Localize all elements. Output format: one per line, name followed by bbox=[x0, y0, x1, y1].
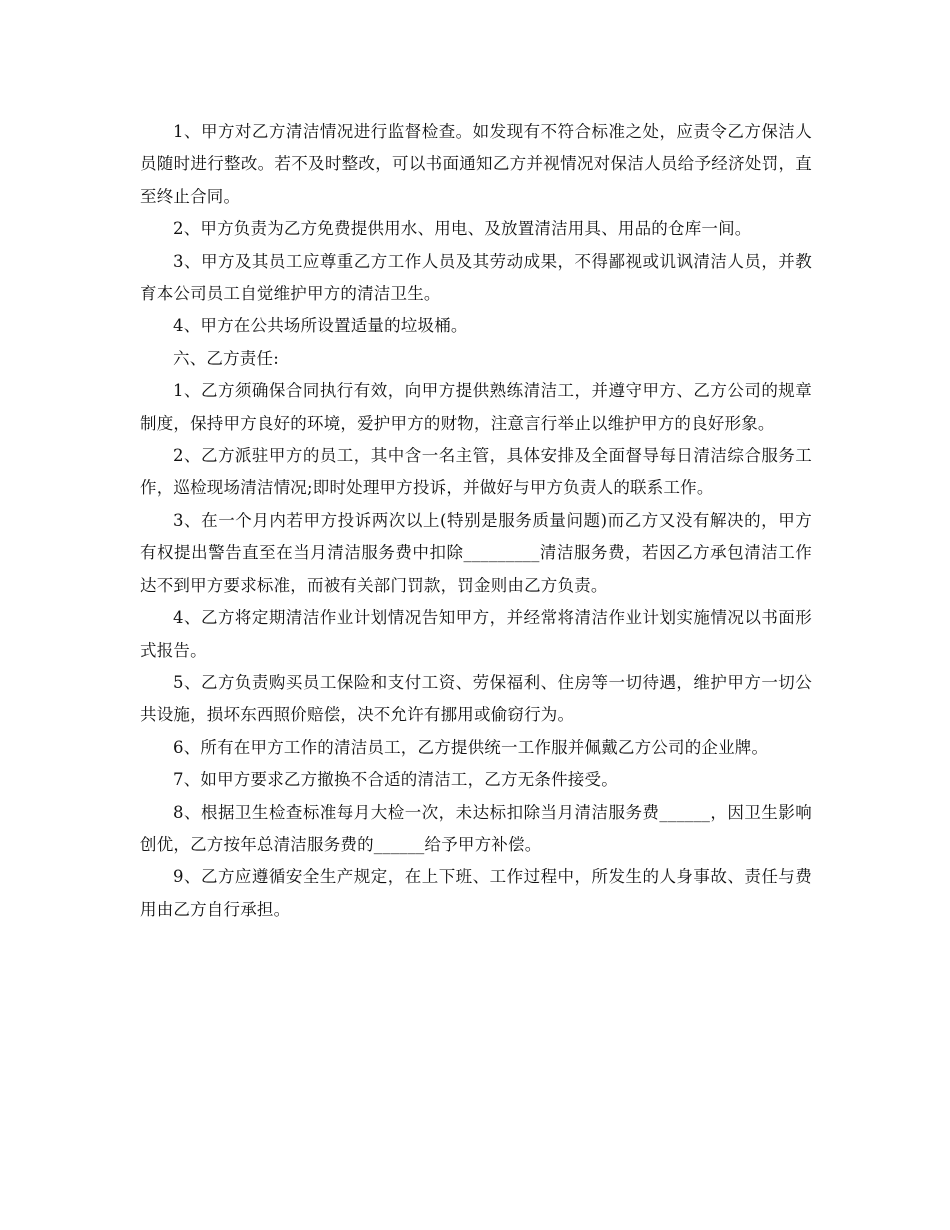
clause-a-2: 2、甲方负责为乙方免费提供用水、用电、及放置清洁用具、用品的仓库一间。 bbox=[173, 219, 752, 239]
clause-a-1: 1、甲方对乙方清洁情况进行监督检查。如发现有不符合标准之处，应责令乙方保洁人员随时进行整改。若不及时整改，可以书面通知乙方并视情况对保洁人员给予经济处罚，直至终止合同。 bbox=[140, 122, 812, 206]
section-heading-party-b: 六、乙方责任: bbox=[173, 348, 279, 368]
clause-b-3: 3、在一个月内若甲方投诉两次以上(特别是服务质量问题)而乙方又没有解决的，甲方有权提出警告直至在当月清洁服务费中扣除_________清洁服务费，若因乙方承包清洁工作达不到甲方要求标准，而被有关部门罚款，罚金则由乙方负责。 bbox=[140, 510, 812, 595]
contract-body bbox=[140, 116, 812, 926]
clause-a-4: 4、甲方在公共场所设置适量的垃圾桶。 bbox=[173, 316, 468, 336]
clause-b-6: 6、所有在甲方工作的清洁员工，乙方提供统一工作服并佩戴乙方公司的企业牌。 bbox=[173, 737, 769, 757]
clause-b-5: 5、乙方负责购买员工保险和支付工资、劳保福利、住房等一切待遇，维护甲方一切公共设施，损坏东西照价赔偿，决不允许有挪用或偷窃行为。 bbox=[140, 672, 812, 725]
clause-b-7: 7、如甲方要求乙方撤换不合适的清洁工，乙方无条件接受。 bbox=[173, 770, 618, 790]
clause-b-1: 1、乙方须确保合同执行有效，向甲方提供熟练清洁工，并遵守甲方、乙方公司的规章制度，保持甲方良好的环境，爱护甲方的财物，注意言行举止以维护甲方的良好形象。 bbox=[140, 381, 812, 433]
clause-a-3: 3、甲方及其员工应尊重乙方工作人员及其劳动成果，不得鄙视或讥讽清洁人员，并教育本公司员工自觉维护甲方的清洁卫生。 bbox=[140, 251, 812, 304]
clause-b-2: 2、乙方派驻甲方的员工，其中含一名主管，具体安排及全面督导每日清洁综合服务工作，巡检现场清洁情况;即时处理甲方投诉，并做好与甲方负责人的联系工作。 bbox=[140, 446, 812, 498]
clause-b-9: 9、乙方应遵循安全生产规定，在上下班、工作过程中，所发生的人身事故、责任与费用由乙方自行承担。 bbox=[140, 867, 812, 919]
clause-b-8: 8、根据卫生检查标准每月大检一次，未达标扣除当月清洁服务费______，因卫生影响创优，乙方按年总清洁服务费的______给予甲方补偿。 bbox=[140, 802, 812, 854]
clause-b-4: 4、乙方将定期清洁作业计划情况告知甲方，并经常将清洁作业计划实施情况以书面形式报告。 bbox=[140, 608, 812, 660]
